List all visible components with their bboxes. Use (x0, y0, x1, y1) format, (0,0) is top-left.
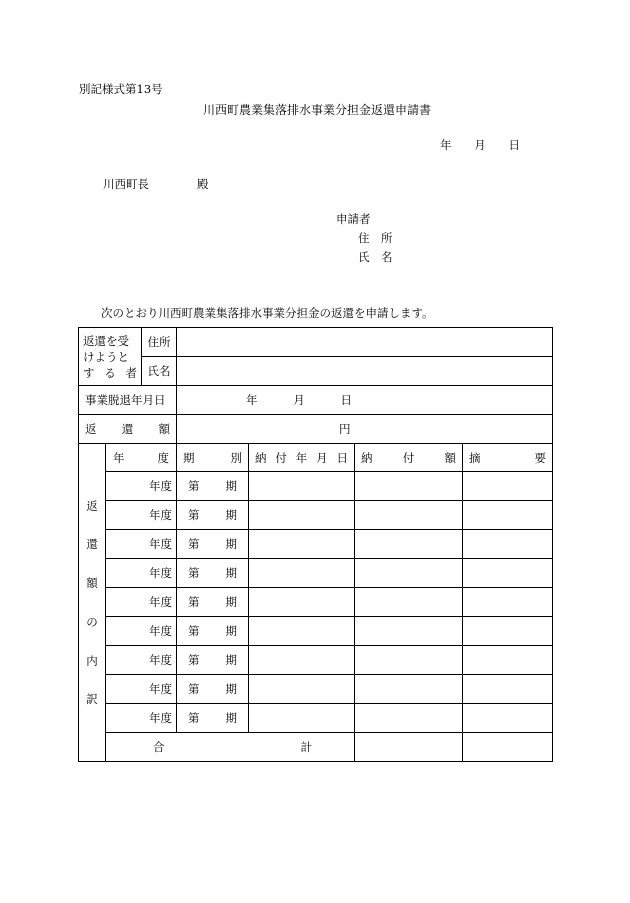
refund-unit: 円 (339, 422, 351, 436)
withdraw-date-field[interactable] (177, 386, 553, 415)
recipient-label-cell (79, 328, 142, 386)
recipient-name-label: 氏名 (142, 357, 177, 386)
recipient-address-field[interactable] (177, 328, 553, 357)
row-remarks[interactable] (463, 704, 553, 733)
header-payment-amount: 納 付 額 (355, 444, 463, 472)
row-payment-amount[interactable] (355, 646, 463, 675)
total-payment-amount[interactable] (355, 733, 463, 762)
row-fiscal-year[interactable]: 年度 (106, 617, 177, 646)
row-payment-date[interactable] (249, 588, 355, 617)
date-year-label: 年 (440, 138, 452, 152)
row-fiscal-year[interactable]: 年度 (106, 704, 177, 733)
row-payment-date[interactable] (249, 704, 355, 733)
row-period[interactable]: 第 期 (177, 704, 249, 733)
row-remarks[interactable] (463, 588, 553, 617)
row-period[interactable]: 第 期 (177, 501, 249, 530)
row-remarks[interactable] (463, 617, 553, 646)
header-period: 期 別 (177, 444, 249, 472)
withdraw-year-label: 年 (246, 393, 258, 407)
recipient-label-line-3: す る 者 (83, 365, 137, 380)
table-row (79, 530, 553, 559)
row-payment-amount[interactable] (355, 472, 463, 501)
breakdown-side-label: 返 還 額 の 内 訳 (79, 444, 106, 762)
row-remarks[interactable] (463, 530, 553, 559)
table-row (79, 675, 553, 704)
row-payment-date[interactable] (249, 530, 355, 559)
total-label-first: 合 (153, 740, 165, 754)
row-fiscal-year[interactable]: 年度 (106, 559, 177, 588)
row-period[interactable]: 第 期 (177, 617, 249, 646)
table-row (79, 617, 553, 646)
header-fiscal-year: 年 度 (106, 444, 177, 472)
row-remarks[interactable] (463, 501, 553, 530)
row-remarks[interactable] (463, 646, 553, 675)
row-payment-amount[interactable] (355, 704, 463, 733)
row-period[interactable]: 第 期 (177, 559, 249, 588)
table-row (79, 646, 553, 675)
recipient-label-line-1: 返還を受 (83, 333, 129, 348)
intro-text: 次のとおり川西町農業集落排水事業分担金の返還を申請します。 (101, 306, 434, 320)
row-payment-date[interactable] (249, 472, 355, 501)
total-remarks[interactable] (463, 733, 553, 762)
date-day-label: 日 (508, 138, 520, 152)
withdraw-date-label: 事業脱退年月日 (79, 386, 177, 415)
row-payment-date[interactable] (249, 646, 355, 675)
table-row (79, 588, 553, 617)
recipient-name-field[interactable] (177, 357, 553, 386)
row-payment-date[interactable] (249, 501, 355, 530)
row-period[interactable]: 第 期 (177, 472, 249, 501)
row-period[interactable]: 第 期 (177, 675, 249, 704)
row-fiscal-year[interactable]: 年度 (106, 501, 177, 530)
addressee-honorific: 殿 (197, 177, 209, 191)
applicant-label: 申請者 (336, 212, 371, 226)
row-payment-date[interactable] (249, 559, 355, 588)
row-fiscal-year[interactable]: 年度 (106, 588, 177, 617)
recipient-address-label: 住所 (142, 328, 177, 357)
row-payment-date[interactable] (249, 617, 355, 646)
row-payment-amount[interactable] (355, 617, 463, 646)
date-month-label: 月 (474, 138, 486, 152)
applicant-name-label: 氏 名 (358, 250, 393, 264)
refund-amount-label: 返 還 額 (79, 415, 177, 444)
table-row (79, 704, 553, 733)
header-remarks: 摘 要 (463, 444, 553, 472)
refund-form-table (78, 327, 553, 762)
total-label-cell (106, 733, 355, 762)
row-remarks[interactable] (463, 559, 553, 588)
total-label-second: 計 (300, 740, 312, 754)
row-payment-amount[interactable] (355, 530, 463, 559)
row-period[interactable]: 第 期 (177, 646, 249, 675)
table-row (79, 559, 553, 588)
form-number: 別記様式第13号 (79, 82, 163, 96)
row-fiscal-year[interactable]: 年度 (106, 472, 177, 501)
row-period[interactable]: 第 期 (177, 530, 249, 559)
row-payment-amount[interactable] (355, 501, 463, 530)
row-payment-date[interactable] (249, 675, 355, 704)
row-fiscal-year[interactable]: 年度 (106, 675, 177, 704)
applicant-address-label: 住 所 (358, 231, 393, 245)
document-title: 川西町農業集落排水事業分担金返還申請書 (203, 103, 432, 117)
recipient-label-line-2: けようと (83, 349, 129, 364)
row-period[interactable]: 第 期 (177, 588, 249, 617)
table-row (79, 472, 553, 501)
header-payment-date: 納 付 年 月 日 (249, 444, 355, 472)
submission-date (440, 137, 520, 153)
refund-amount-field[interactable] (177, 415, 553, 444)
row-payment-amount[interactable] (355, 675, 463, 704)
row-payment-amount[interactable] (355, 559, 463, 588)
row-remarks[interactable] (463, 675, 553, 704)
withdraw-month-label: 月 (293, 393, 305, 407)
addressee-name: 川西町長 (103, 177, 149, 191)
table-row (79, 501, 553, 530)
row-payment-amount[interactable] (355, 588, 463, 617)
row-remarks[interactable] (463, 472, 553, 501)
row-fiscal-year[interactable]: 年度 (106, 530, 177, 559)
row-fiscal-year[interactable]: 年度 (106, 646, 177, 675)
withdraw-day-label: 日 (340, 393, 352, 407)
